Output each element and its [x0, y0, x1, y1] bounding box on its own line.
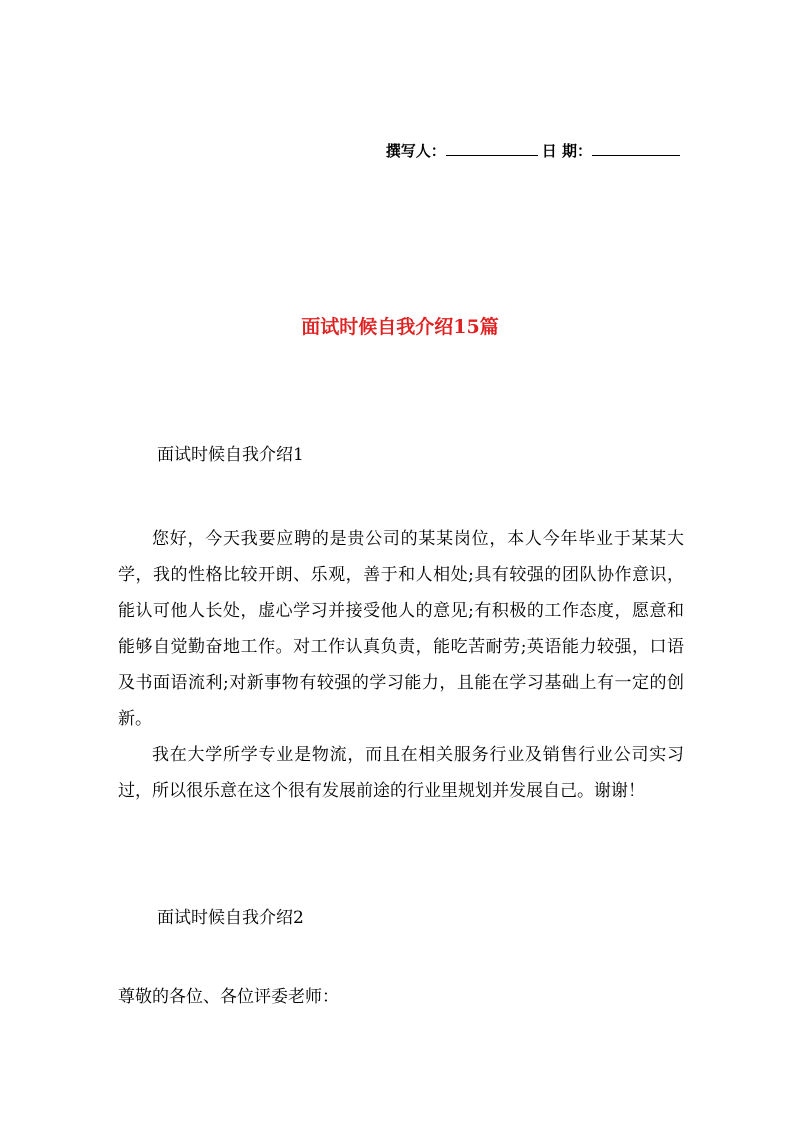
document-title: 面试时候自我介绍15篇: [301, 316, 499, 338]
author-blank: [446, 141, 538, 156]
author-date-line: [386, 141, 680, 161]
author-label: 撰写人：: [385, 142, 446, 160]
section-1-paragraph-1: 您好，今天我要应聘的是贵公司的某某岗位，本人今年毕业于某某大学，我的性格比较开朗、乐观，善于和人相处;具有较强的团队协作意识，能认可他人长处，虚心学习并接受他人的意见;有积极的工作态度，愿意和能够自觉勤奋地工作。对工作认真负责，能吃苦耐劳;英语能力较强，口语及书面语流利;对新事物有较强的学习能力，且能在学习基础上有一定的创新。: [118, 529, 684, 729]
date-blank: [592, 141, 680, 156]
section-heading-1: 面试时候自我介绍1: [157, 445, 304, 465]
section-heading-2: 面试时候自我介绍2: [157, 908, 304, 928]
section-2-greeting: 尊敬的各位、各位评委老师：: [118, 987, 339, 1007]
section-1-body: [118, 521, 684, 809]
date-label: 日 期：: [541, 142, 592, 160]
section-1-paragraph-2: 我在大学所学专业是物流，而且在相关服务行业及销售行业公司实习过，所以很乐意在这个很有发展前途的行业里规划并发展自己。谢谢！: [118, 745, 684, 801]
